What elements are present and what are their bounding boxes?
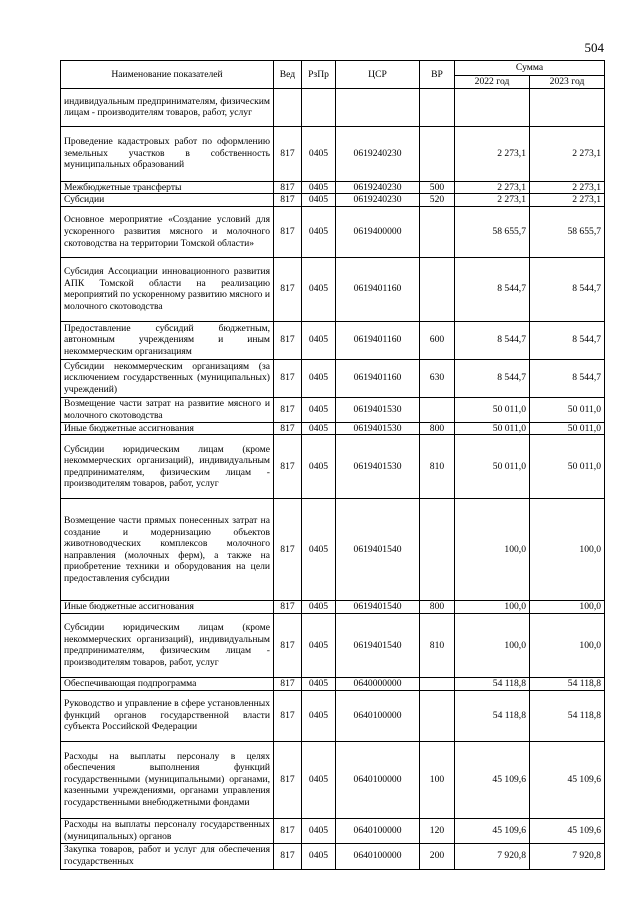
cell-vr [420, 397, 455, 422]
cell-csr: 0619401160 [336, 359, 420, 397]
table-row [61, 435, 605, 499]
cell-v2022: 54 118,8 [455, 677, 530, 690]
cell-name: Субсидии [61, 194, 274, 207]
cell-csr: 0640100000 [336, 690, 420, 741]
cell-csr: 0640000000 [336, 677, 420, 690]
cell-rzpr: 0405 [302, 677, 336, 690]
cell-ved: 817 [274, 818, 302, 843]
cell-csr: 0619401540 [336, 499, 420, 601]
table-row [61, 359, 605, 397]
header-year-2022: 2022 год [455, 76, 530, 89]
cell-ved: 817 [274, 690, 302, 741]
cell-vr: 520 [420, 194, 455, 207]
cell-v2022: 2 273,1 [455, 126, 530, 181]
cell-rzpr: 0405 [302, 499, 336, 601]
cell-ved: 817 [274, 601, 302, 614]
cell-vr: 120 [420, 818, 455, 843]
cell-vr: 810 [420, 613, 455, 677]
cell-ved: 817 [274, 257, 302, 321]
cell-v2023: 7 920,8 [530, 843, 605, 869]
table-row [61, 88, 605, 126]
table-row [61, 499, 605, 601]
cell-name: Возмещение части затрат на развитие мясного и молочного скотоводства [61, 397, 274, 422]
cell-v2022: 8 544,7 [455, 359, 530, 397]
cell-vr [420, 206, 455, 257]
budget-table [60, 60, 605, 870]
cell-name: Субсидии юридическим лицам (кроме некоммерческих организаций), индивидуальным предпринимателям, физическим лицам - производителям товаров, работ, услуг [61, 613, 274, 677]
cell-ved: 817 [274, 321, 302, 359]
cell-v2023: 2 273,1 [530, 194, 605, 207]
cell-vr [420, 126, 455, 181]
cell-v2023: 58 655,7 [530, 206, 605, 257]
cell-vr [420, 499, 455, 601]
cell-name: Закупка товаров, работ и услуг для обеспечения государственных [61, 843, 274, 869]
cell-ved: 817 [274, 397, 302, 422]
cell-rzpr: 0405 [302, 741, 336, 818]
cell-csr: 0619401160 [336, 321, 420, 359]
cell-v2023: 50 011,0 [530, 422, 605, 435]
cell-name: Субсидии некоммерческим организациям (за исключением государственных (муниципальных) учреждений) [61, 359, 274, 397]
cell-v2022: 45 109,6 [455, 818, 530, 843]
table-row [61, 206, 605, 257]
cell-vr [420, 690, 455, 741]
cell-vr [420, 677, 455, 690]
table-row [61, 397, 605, 422]
cell-name: Межбюджетные трансферты [61, 181, 274, 194]
cell-csr: 0619401530 [336, 422, 420, 435]
cell-name: Иные бюджетные ассигнования [61, 422, 274, 435]
cell-rzpr: 0405 [302, 613, 336, 677]
table-row [61, 818, 605, 843]
cell-v2022 [455, 88, 530, 126]
table-row [61, 741, 605, 818]
cell-v2023: 50 011,0 [530, 397, 605, 422]
cell-vr [420, 257, 455, 321]
cell-v2023: 54 118,8 [530, 677, 605, 690]
cell-v2023: 100,0 [530, 613, 605, 677]
cell-name: Основное мероприятие «Создание условий для ускоренного развития мясного и молочного скотоводства на территории Томской области» [61, 206, 274, 257]
cell-v2022: 50 011,0 [455, 435, 530, 499]
cell-rzpr: 0405 [302, 126, 336, 181]
cell-ved: 817 [274, 359, 302, 397]
cell-rzpr: 0405 [302, 690, 336, 741]
cell-vr [420, 88, 455, 126]
cell-v2023: 45 109,6 [530, 741, 605, 818]
cell-csr: 0640100000 [336, 741, 420, 818]
cell-rzpr: 0405 [302, 257, 336, 321]
cell-csr: 0619401540 [336, 601, 420, 614]
cell-rzpr: 0405 [302, 435, 336, 499]
cell-csr: 0619240230 [336, 181, 420, 194]
table-row [61, 677, 605, 690]
cell-ved: 817 [274, 613, 302, 677]
page-number: 504 [584, 40, 604, 55]
header-rzpr: РзПр [302, 61, 336, 89]
cell-rzpr: 0405 [302, 843, 336, 869]
cell-v2023: 100,0 [530, 601, 605, 614]
header-year-2023: 2023 год [530, 76, 605, 89]
cell-vr: 800 [420, 422, 455, 435]
cell-ved: 817 [274, 677, 302, 690]
header-ved: Вед [274, 61, 302, 89]
cell-csr: 0619240230 [336, 126, 420, 181]
cell-v2022: 2 273,1 [455, 181, 530, 194]
cell-v2023: 54 118,8 [530, 690, 605, 741]
cell-v2022: 8 544,7 [455, 321, 530, 359]
cell-csr: 0640100000 [336, 818, 420, 843]
cell-name: Возмещение части прямых понесенных затрат на создание и модернизацию объектов животноводческих комплексов молочного направления (молочных ферм), а также на приобретение техники и оборудования на цели предоставления субсидии [61, 499, 274, 601]
cell-v2022: 7 920,8 [455, 843, 530, 869]
cell-name: Расходы на выплаты персоналу в целях обеспечения выполнения функций государственными (муниципальными) органами, казенными учреждениями, органами управления государственными внебюджетными фондами [61, 741, 274, 818]
table-row [61, 690, 605, 741]
cell-ved: 817 [274, 126, 302, 181]
cell-csr [336, 88, 420, 126]
cell-rzpr: 0405 [302, 206, 336, 257]
cell-v2023 [530, 88, 605, 126]
table-header [61, 61, 605, 89]
table-row [61, 181, 605, 194]
cell-v2023: 50 011,0 [530, 435, 605, 499]
cell-rzpr: 0405 [302, 601, 336, 614]
cell-csr: 0619401530 [336, 435, 420, 499]
cell-rzpr: 0405 [302, 194, 336, 207]
cell-v2023: 8 544,7 [530, 321, 605, 359]
cell-v2022: 50 011,0 [455, 397, 530, 422]
cell-ved: 817 [274, 194, 302, 207]
cell-rzpr: 0405 [302, 397, 336, 422]
cell-csr: 0619400000 [336, 206, 420, 257]
cell-v2023: 8 544,7 [530, 359, 605, 397]
cell-name: Руководство и управление в сфере установленных функций органов государственной власти субъекта Российской Федерации [61, 690, 274, 741]
cell-name: Субсидии юридическим лицам (кроме некоммерческих организаций), индивидуальным предпринимателям, физическим лицам - производителям товаров, работ, услуг [61, 435, 274, 499]
cell-v2022: 50 011,0 [455, 422, 530, 435]
cell-name: Субсидия Ассоциации инновационного развития АПК Томской области на реализацию мероприятий по ускоренному развитию мясного и молочного скотоводства [61, 257, 274, 321]
cell-v2022: 8 544,7 [455, 257, 530, 321]
cell-csr: 0619401160 [336, 257, 420, 321]
cell-ved: 817 [274, 435, 302, 499]
cell-name: Расходы на выплаты персоналу государственных (муниципальных) органов [61, 818, 274, 843]
cell-vr: 500 [420, 181, 455, 194]
cell-vr: 100 [420, 741, 455, 818]
cell-ved: 817 [274, 206, 302, 257]
header-name: Наименование показателей [61, 61, 274, 89]
header-sum: Сумма [455, 61, 605, 76]
cell-ved: 817 [274, 422, 302, 435]
cell-name: Предоставление субсидий бюджетным, автономным учреждениям и иным некоммерческим организациям [61, 321, 274, 359]
cell-ved: 817 [274, 499, 302, 601]
cell-v2023: 8 544,7 [530, 257, 605, 321]
header-csr: ЦСР [336, 61, 420, 89]
cell-v2022: 45 109,6 [455, 741, 530, 818]
table-row [61, 601, 605, 614]
cell-name: Обеспечивающая подпрограмма [61, 677, 274, 690]
cell-v2022: 54 118,8 [455, 690, 530, 741]
table-row [61, 126, 605, 181]
table-body [61, 88, 605, 869]
table-row [61, 422, 605, 435]
cell-vr: 800 [420, 601, 455, 614]
cell-vr: 810 [420, 435, 455, 499]
cell-name: Проведение кадастровых работ по оформлению земельных участков в собственность муниципальных образований [61, 126, 274, 181]
table-row [61, 613, 605, 677]
cell-v2023: 2 273,1 [530, 126, 605, 181]
cell-ved: 817 [274, 741, 302, 818]
cell-csr: 0619401530 [336, 397, 420, 422]
cell-v2022: 58 655,7 [455, 206, 530, 257]
table-row [61, 321, 605, 359]
cell-v2023: 2 273,1 [530, 181, 605, 194]
cell-rzpr [302, 88, 336, 126]
cell-rzpr: 0405 [302, 422, 336, 435]
cell-vr: 600 [420, 321, 455, 359]
cell-csr: 0619240230 [336, 194, 420, 207]
table-row [61, 843, 605, 869]
header-vr: ВР [420, 61, 455, 89]
cell-v2022: 100,0 [455, 613, 530, 677]
cell-ved: 817 [274, 843, 302, 869]
cell-csr: 0619401540 [336, 613, 420, 677]
cell-rzpr: 0405 [302, 359, 336, 397]
cell-rzpr: 0405 [302, 181, 336, 194]
table-row [61, 194, 605, 207]
cell-v2023: 100,0 [530, 499, 605, 601]
cell-v2022: 100,0 [455, 499, 530, 601]
cell-v2022: 2 273,1 [455, 194, 530, 207]
table-row [61, 257, 605, 321]
cell-vr: 200 [420, 843, 455, 869]
cell-rzpr: 0405 [302, 321, 336, 359]
cell-name: Иные бюджетные ассигнования [61, 601, 274, 614]
cell-rzpr: 0405 [302, 818, 336, 843]
cell-ved: 817 [274, 181, 302, 194]
cell-csr: 0640100000 [336, 843, 420, 869]
cell-ved [274, 88, 302, 126]
cell-vr: 630 [420, 359, 455, 397]
cell-v2023: 45 109,6 [530, 818, 605, 843]
cell-name: индивидуальным предпринимателям, физическим лицам - производителям товаров, работ, услуг [61, 88, 274, 126]
cell-v2022: 100,0 [455, 601, 530, 614]
